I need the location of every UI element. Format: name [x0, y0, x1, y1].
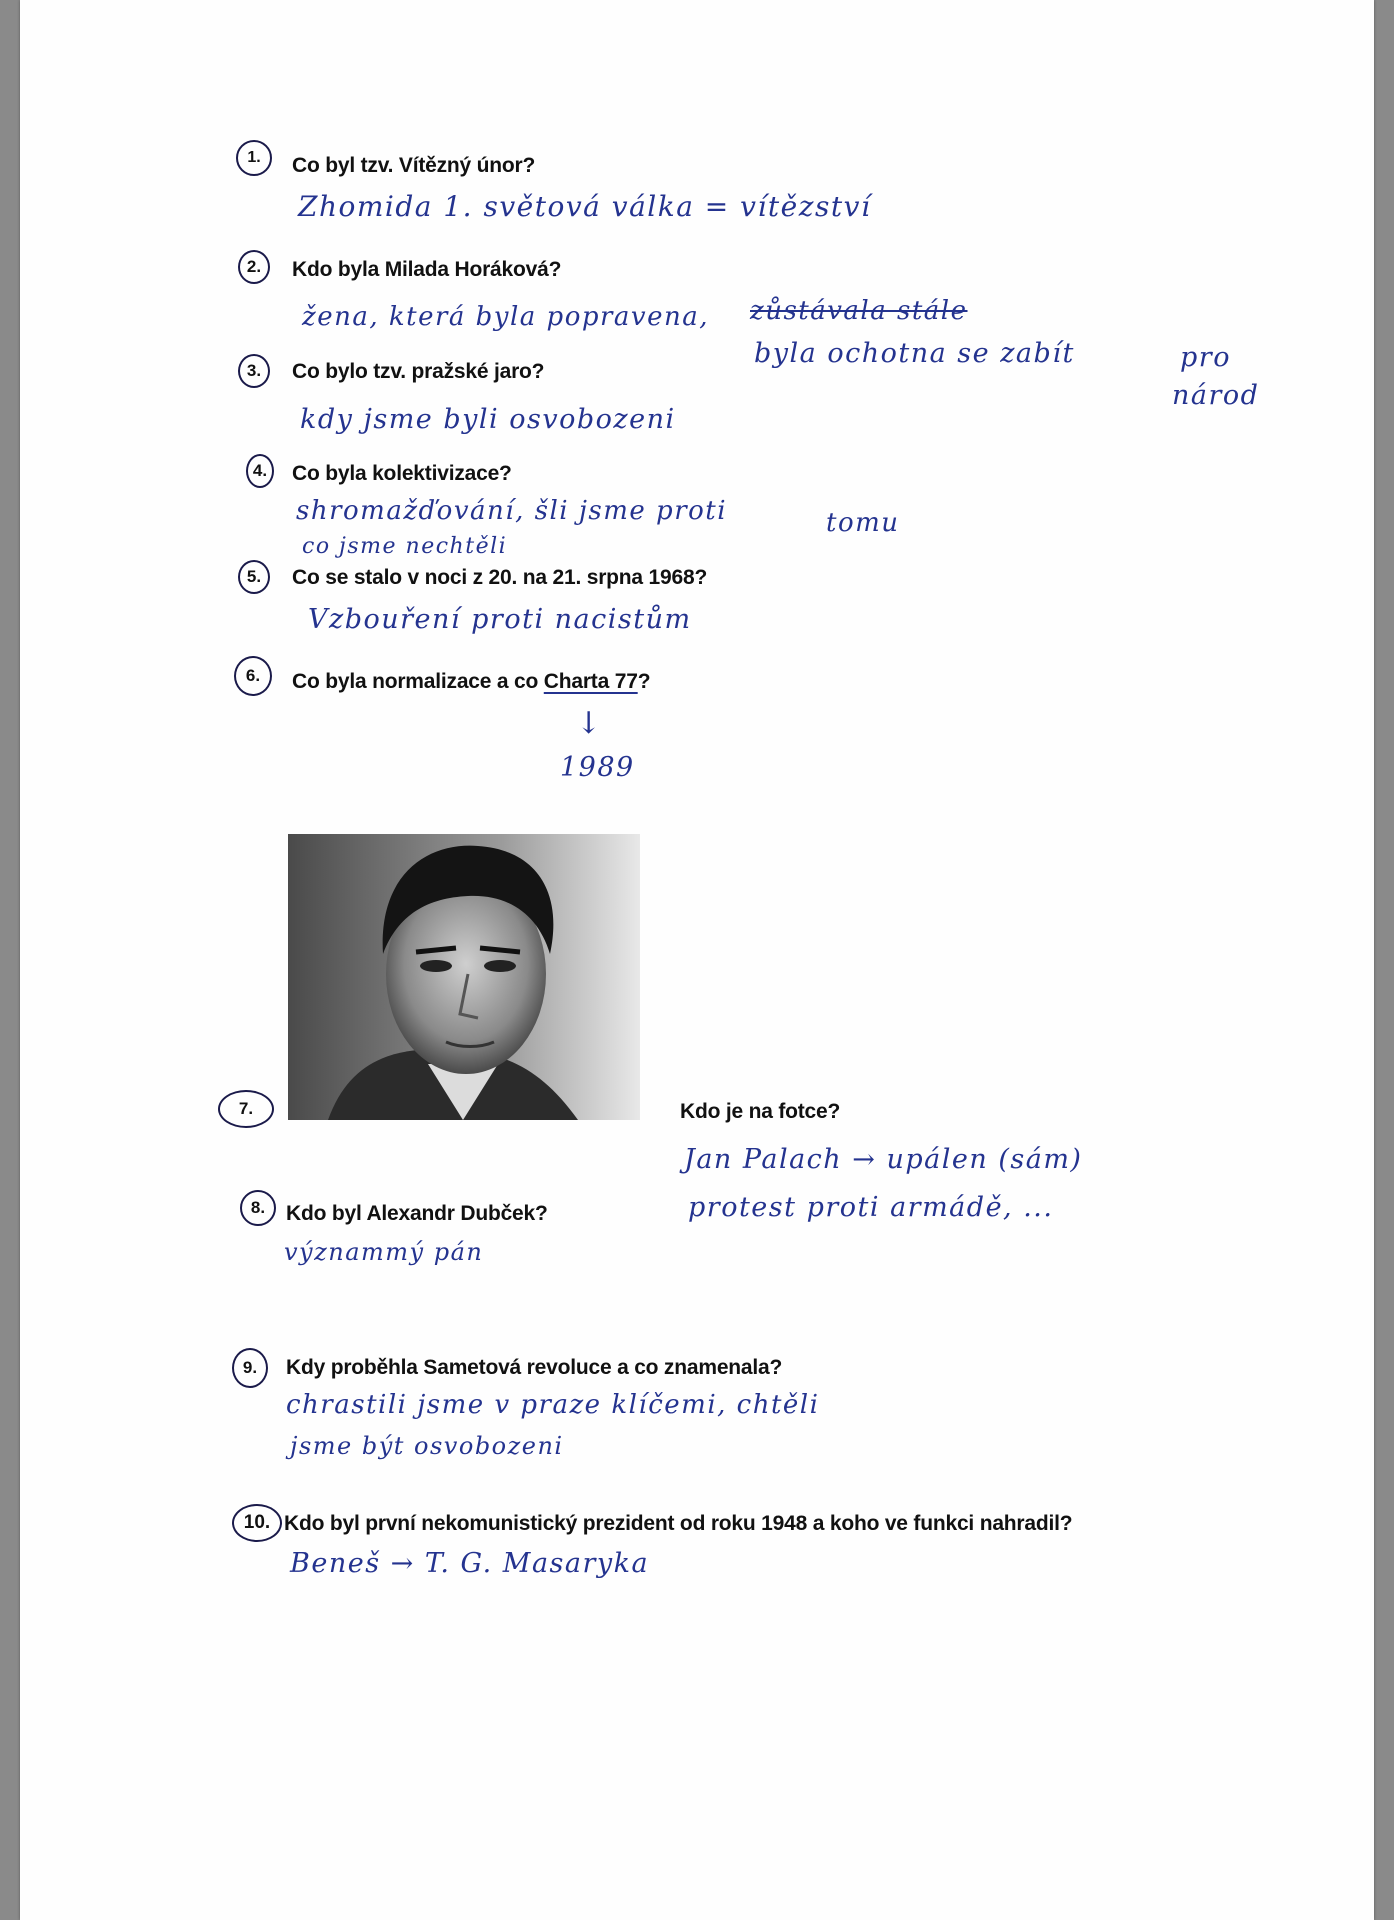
answer-9-line-1: chrastili jsme v praze klíčemi, chtěli [286, 1390, 820, 1420]
answer-8-line-1: význammý pán [284, 1238, 484, 1266]
answer-4-line-1: shromažďování, šli jsme proti [296, 496, 728, 526]
worksheet-page [20, 0, 1374, 1920]
answer-10-line-1: Beneš → T. G. Masaryka [290, 1548, 650, 1579]
answer-2-word-narod: národ [1172, 380, 1260, 411]
answer-4-word-tomu: tomu [826, 508, 900, 538]
question-8-text: Kdo byl Alexandr Dubček? [286, 1202, 548, 1225]
question-6-text-charta: Charta 77 [543, 670, 638, 693]
question-number-10: 10. [232, 1504, 282, 1542]
answer-3-line-1: kdy jsme byli osvobozeni [300, 404, 676, 435]
question-number-4: 4. [246, 454, 274, 488]
answer-2-struck-text: zůstávala stále [750, 296, 968, 326]
question-1-text: Co byl tzv. Vítězný únor? [292, 154, 536, 177]
answer-7-line-1: Jan Palach → upálen (sám) [684, 1144, 1083, 1175]
question-number-1: 1. [236, 140, 272, 176]
answer-1-line-1: Zhomida 1. světová válka = vítězství [298, 190, 872, 223]
question-6-text [292, 670, 650, 694]
answer-2-word-pro: pro [1180, 342, 1231, 373]
answer-5-line-1: Vzbouření proti nacistům [308, 604, 692, 635]
question-number-8: 8. [240, 1190, 276, 1226]
question-number-3: 3. [238, 354, 270, 388]
portrait-photo [288, 834, 640, 1120]
answer-6-line-1: 1989 [560, 752, 635, 783]
answer-6-arrow: ↓ [576, 706, 603, 741]
question-6-text-part-c: ? [637, 670, 651, 693]
question-10-text: Kdo byl první nekomunistický prezident od roku 1948 a koho ve funkci nahradil? [284, 1512, 1073, 1535]
question-6-text-part-a: Co byla normalizace a co [292, 670, 544, 693]
answer-4-line-2: co jsme nechtěli [302, 534, 508, 559]
question-number-6: 6. [234, 656, 272, 696]
question-4-text: Co byla kolektivizace? [292, 462, 512, 485]
question-number-9: 9. [232, 1348, 268, 1388]
question-2-text: Kdo byla Milada Horáková? [292, 258, 562, 281]
question-9-text: Kdy proběhla Sametová revoluce a co znamenala? [286, 1356, 783, 1379]
question-number-5: 5. [238, 560, 270, 594]
answer-2-line-2: byla ochotna se zabít [754, 338, 1075, 369]
answer-7-line-2: protest proti armádě, ... [688, 1192, 1054, 1223]
question-number-2: 2. [238, 250, 270, 284]
answer-9-line-2: jsme být osvobozeni [290, 1432, 564, 1460]
question-5-text: Co se stalo v noci z 20. na 21. srpna 1968? [292, 566, 708, 589]
question-number-7: 7. [218, 1090, 274, 1128]
question-3-text: Co bylo tzv. pražské jaro? [292, 360, 545, 383]
answer-2-line-1: žena, která byla popravena, [302, 302, 710, 332]
question-7-text: Kdo je na fotce? [680, 1100, 841, 1123]
